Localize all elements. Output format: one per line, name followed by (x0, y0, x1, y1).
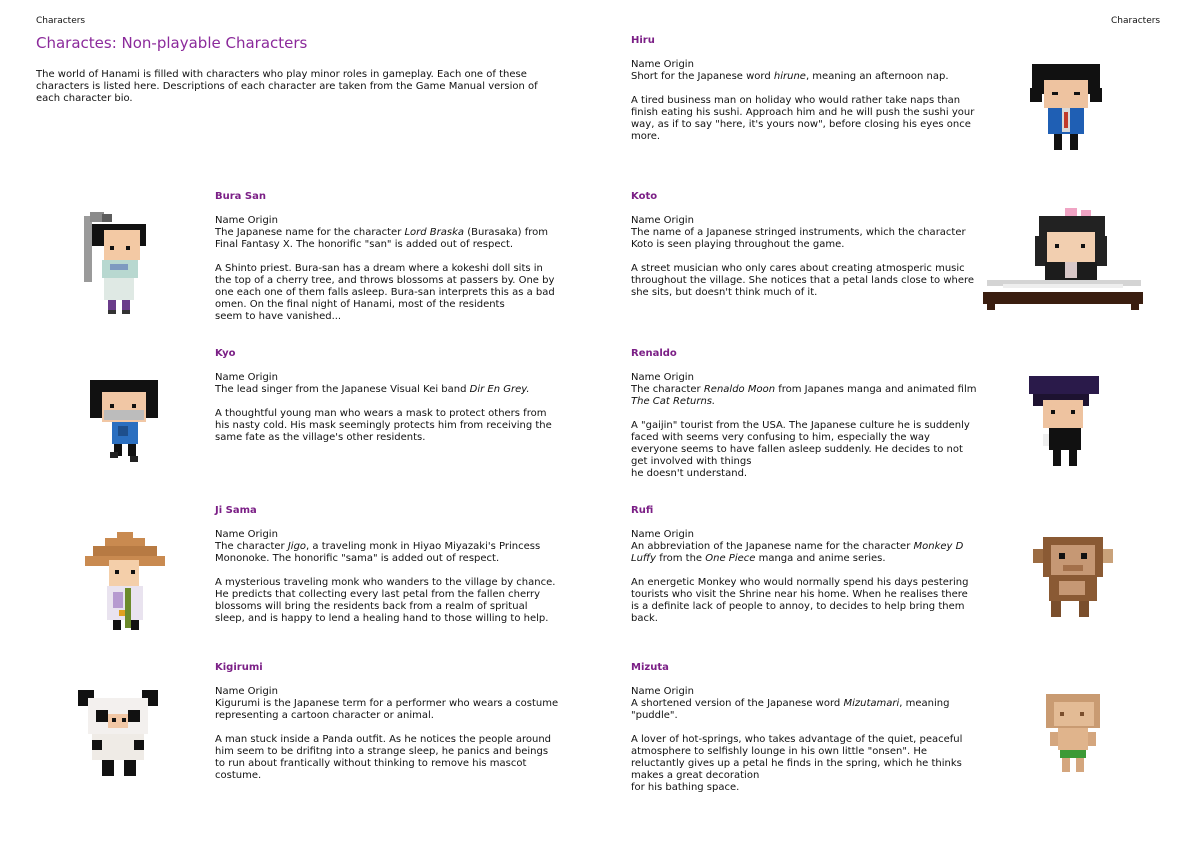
character-description: A thoughtful young man who wears a mask to protect others from his nasty cold. His mask seemingly protects him from receiving the same fate as the village's other residents. (215, 408, 552, 443)
kigirumi-sprite (78, 688, 158, 780)
character-name: Kyo (215, 348, 236, 359)
character-entry-ji-sama (215, 505, 560, 625)
rufi-sprite (1033, 535, 1113, 619)
character-description: A lover of hot-springs, who takes advantage of the quiet, peaceful atmosphere to selfishly lounge in his own little "onsen". He reluctantly gives up a petal he finds in the spring, which he thinks makes a great decoration (631, 734, 963, 781)
name-origin-text: The name of a Japanese stringed instruments, which the character Koto is seen playing throughout the game. (631, 227, 966, 250)
character-name: Rufi (631, 505, 654, 516)
name-origin-text: A shortened version of the Japanese word Mizutamari, meaning "puddle". (631, 698, 950, 721)
character-description: A mysterious traveling monk who wanders to the village by chance. He predicts that collecting every last petal from the fallen cherry blossoms will bring the residents back from a realm of spritual sleep, and is happy to lend a healing hand to those willing to help. (215, 577, 556, 624)
name-origin-text: The character Renaldo Moon from Japanes manga and animated film The Cat Returns. (631, 384, 977, 407)
name-origin-text: An abbreviation of the Japanese name for the character Monkey D Luffy from the One Piece manga and anime series. (631, 541, 964, 564)
character-description: A man stuck inside a Panda outfit. As he notices the people around him seem to be drifitng into a strange sleep, he panics and beings to run about frantically without thinking to remove his mascot costume. (215, 734, 552, 781)
page-title: Charactes: Non-playable Characters (36, 34, 308, 52)
intro-paragraph: The world of Hanami is filled with characters who play minor roles in gameplay. Each one of these characters is listed here. Descriptions of each character are taken from the Game Manual version of each character bio. (36, 69, 538, 104)
name-origin-label: Name Origin (631, 529, 694, 540)
name-origin-text: Short for the Japanese word hirune, meaning an afternoon nap. (631, 71, 949, 82)
bura-san-sprite (80, 210, 152, 318)
character-name: Koto (631, 191, 658, 202)
name-origin-label: Name Origin (215, 529, 278, 540)
name-origin-label: Name Origin (631, 59, 694, 70)
renaldo-sprite (1027, 376, 1101, 466)
name-origin-text: The character Jigo, a traveling monk in Hiyao Miyazaki's Princess Mononoke. The honorific "sama" is added out of respect. (215, 541, 541, 564)
name-origin-text: Kigurumi is the Japanese term for a performer who wears a costume representing a cartoon character or animal. (215, 698, 559, 721)
character-description: A Shinto priest. Bura-san has a dream where a kokeshi doll sits in the top of a cherry tree, and throws blossoms at passers by. One by one each one of them falls asleep. Bura-san interprets this as a bad omen. On the final night of Hanami, most of the residents (215, 263, 555, 310)
hiru-sprite (1030, 64, 1102, 150)
name-origin-label: Name Origin (631, 686, 694, 697)
name-origin-label: Name Origin (631, 215, 694, 226)
character-entry-renaldo (631, 348, 977, 480)
name-origin-text: The Japanese name for the character Lord Braska (Burasaka) from Final Fantasy X. The honorific "san" is added out of respect. (215, 227, 548, 250)
character-description-cont: seem to have vanished... (215, 311, 342, 322)
running-header-right: Characters (1111, 16, 1161, 26)
character-entry-koto (631, 191, 977, 299)
running-header-left: Characters (36, 16, 86, 26)
character-description: An energetic Monkey who would normally spend his days pestering tourists who visit the Shrine near his home. When he realises there is a definite lack of people to annoy, to decides to help bring them back. (631, 577, 969, 624)
character-entry-rufi (631, 505, 977, 625)
character-name: Kigirumi (215, 662, 263, 673)
character-name: Mizuta (631, 662, 669, 673)
koto-sprite (983, 208, 1143, 312)
name-origin-label: Name Origin (215, 372, 278, 383)
mizuta-sprite (1040, 692, 1106, 776)
character-entry-kigirumi (215, 662, 560, 782)
character-entry-mizuta (631, 662, 977, 794)
name-origin-label: Name Origin (215, 686, 278, 697)
character-name: Ji Sama (215, 505, 257, 516)
character-name: Bura San (215, 191, 266, 202)
character-description: A street musician who only cares about creating atmosperic music throughout the village. She notices that a petal lands close to where she sits, but doesn't think much of it. (631, 263, 975, 298)
character-name: Hiru (631, 35, 655, 46)
character-description-cont: he doesn't understand. (631, 468, 748, 479)
character-name: Renaldo (631, 348, 677, 359)
character-description: A "gaijin" tourist from the USA. The Japanese culture he is suddenly faced with seems very confusing to him, especially the way everyone seems to have fallen asleep suddenly. He decides to not get involved with things (631, 420, 970, 467)
name-origin-text: The lead singer from the Japanese Visual Kei band Dir En Grey. (215, 384, 530, 395)
character-description-cont: for his bathing space. (631, 782, 740, 793)
name-origin-label: Name Origin (631, 372, 694, 383)
name-origin-label: Name Origin (215, 215, 278, 226)
character-description: A tired business man on holiday who would rather take naps than finish eating his sushi. Approach him and he will push the sushi your way, as if to say "here, it's yours now", before closing his eyes once more. (631, 95, 975, 142)
ji-sama-sprite (85, 532, 165, 634)
character-entry-bura-san (215, 191, 560, 323)
character-entry-hiru (631, 35, 977, 143)
kyo-sprite (88, 378, 160, 466)
character-entry-kyo (215, 348, 560, 444)
